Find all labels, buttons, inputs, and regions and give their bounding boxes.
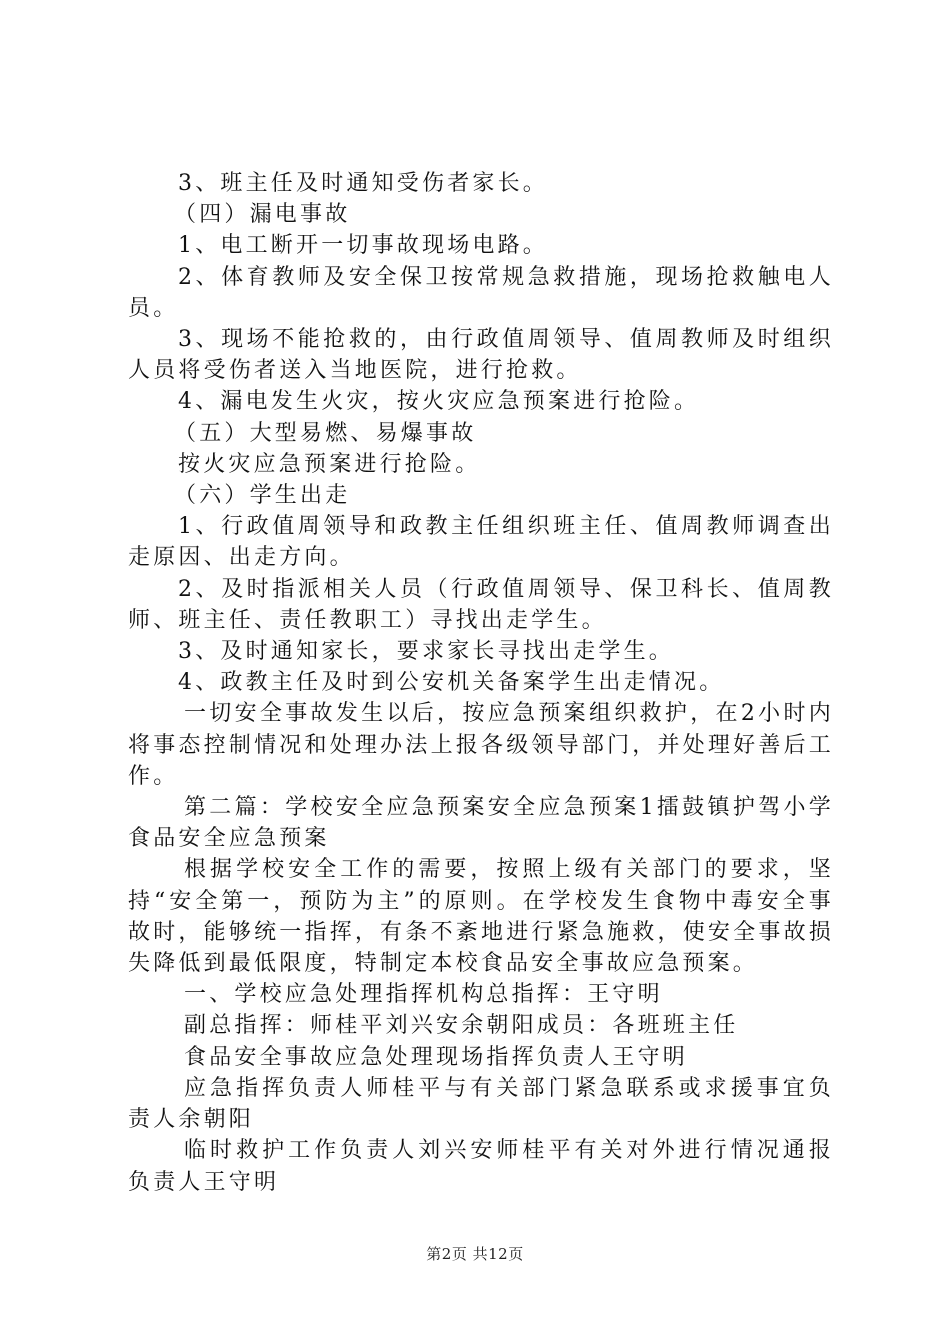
paragraph: 3、班主任及时通知受伤者家长。 bbox=[178, 171, 548, 196]
page-number-footer: 第2页 共12页 bbox=[426, 1245, 524, 1263]
paragraph: 4、政教主任及时到公安机关备案学生出走情况。 bbox=[178, 670, 725, 696]
paragraph: 临时救护工作负责人刘兴安师桂平有关对外进行情况通报负责人王守明 bbox=[128, 1138, 834, 1195]
chapter-title: 第二篇：学校安全应急预案安全应急预案1擂鼓镇护驾小学食品安全应急预案 bbox=[128, 795, 834, 852]
section-heading: （五）大型易燃、易爆事故 bbox=[174, 420, 477, 446]
paragraph: 根据学校安全工作的需要，按照上级有关部门的要求，坚持“安全第一，预防为主”的原则。在学校发生食物中毒安全事故时，能够统一指挥，有条不紊地进行紧急施救，使安全事故损失降低到最低限度，特制定本校食品安全事故应急预案。 bbox=[128, 857, 834, 977]
paragraph: 按火灾应急预案进行抢险。 bbox=[178, 451, 481, 477]
document-body bbox=[128, 168, 834, 1198]
paragraph: 1、电工断开一切事故现场电路。 bbox=[178, 233, 548, 259]
paragraph: 一、学校应急处理指挥机构总指挥：王守明 bbox=[184, 982, 663, 1008]
paragraph: 食品安全事故应急处理现场指挥负责人王守明 bbox=[184, 1044, 689, 1070]
section-heading: （六）学生出走 bbox=[174, 483, 351, 509]
paragraph: 1、行政值周领导和政教主任组织班主任、值周教师调查出走原因、出走方向。 bbox=[128, 514, 834, 571]
paragraph: 一切安全事故发生以后，按应急预案组织救护，在2小时内将事态控制情况和处理办法上报各级领导部门，并处理好善后工作。 bbox=[128, 701, 834, 789]
paragraph: 2、及时指派相关人员（行政值周领导、保卫科长、值周教师、班主任、责任教职工）寻找出走学生。 bbox=[128, 576, 834, 633]
paragraph: 4、漏电发生火灾，按火灾应急预案进行抢险。 bbox=[178, 389, 700, 415]
paragraph: 3、及时通知家长，要求家长寻找出走学生。 bbox=[178, 639, 674, 665]
paragraph: 3、现场不能抢救的，由行政值周领导、值周教师及时组织人员将受伤者送入当地医院，进行抢救。 bbox=[128, 327, 834, 384]
paragraph: 副总指挥：师桂平刘兴安余朝阳成员：各班班主任 bbox=[184, 1013, 739, 1039]
section-heading: （四）漏电事故 bbox=[174, 202, 351, 228]
paragraph: 应急指挥负责人师桂平与有关部门紧急联系或求援事宜负责人余朝阳 bbox=[128, 1075, 834, 1133]
paragraph: 2、体育教师及安全保卫按常规急救措施，现场抢救触电人员。 bbox=[128, 264, 834, 321]
